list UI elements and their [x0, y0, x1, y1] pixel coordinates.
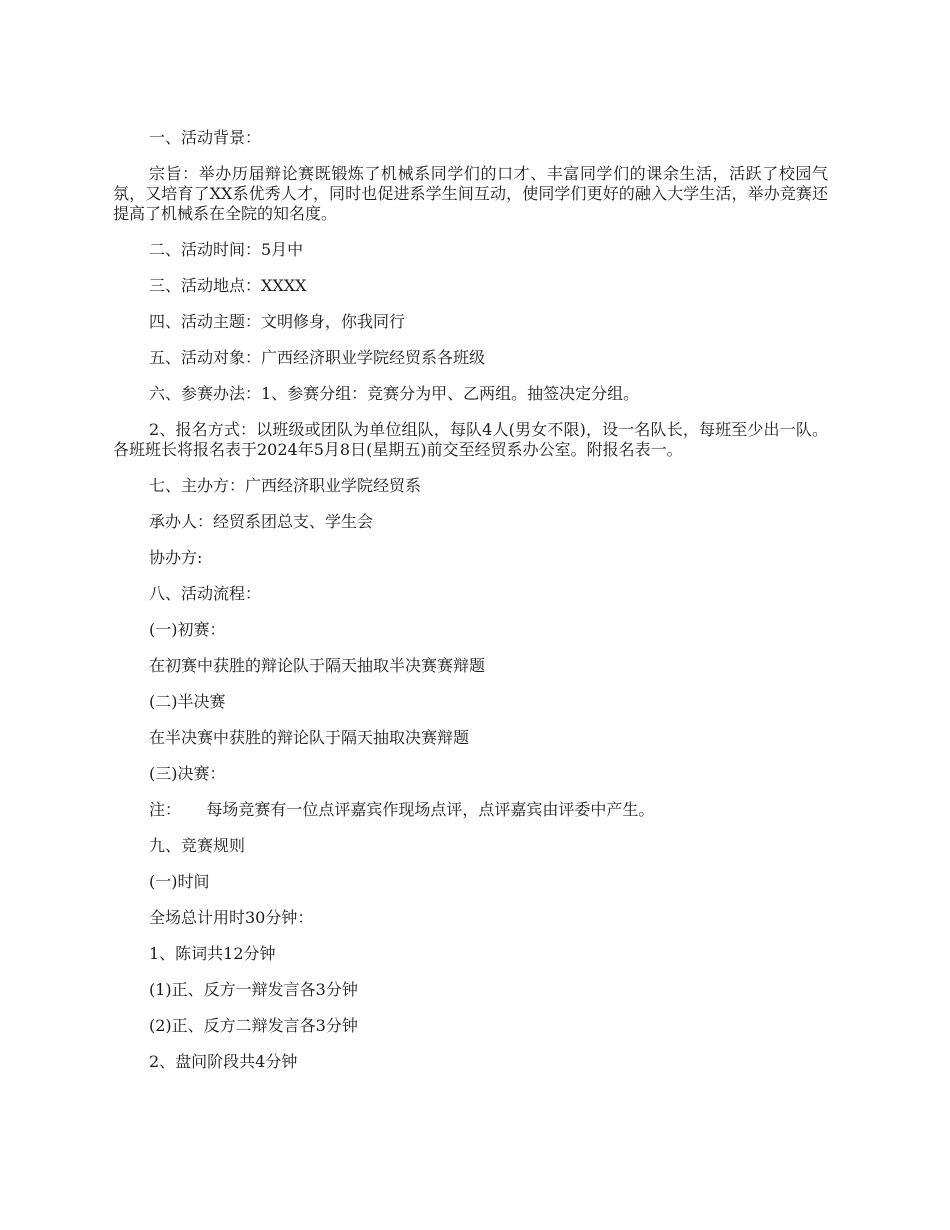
paragraph-note: 注： 每场竞赛有一位点评嘉宾作现场点评，点评嘉宾由评委中产生。	[149, 800, 655, 819]
paragraph-time: 二、活动时间：5月中	[149, 240, 304, 259]
paragraph-total-time: 全场总计用时30分钟：	[149, 908, 314, 927]
paragraph-final: (三)决赛：	[149, 764, 226, 783]
paragraph-theme: 四、活动主题：文明修身，你我同行	[149, 312, 406, 331]
document-page	[113, 128, 828, 1088]
paragraph-location: 三、活动地点：XXXX	[149, 276, 307, 295]
paragraph-host: 七、主办方：广西经济职业学院经贸系	[149, 476, 422, 495]
paragraph-co-organizer: 协办方:	[149, 548, 203, 567]
paragraph-purpose: 宗旨：举办历届辩论赛既锻炼了机械系同学们的口才、丰富同学们的课余生活，活跃了校园气氛，又培育了XX系优秀人才，同时也促进系学生间互动，使同学们更好的融入大学生活，举办竞赛还提高了机械系在全院的知名度。	[113, 164, 828, 223]
paragraph-semifinal-detail: 在半决赛中获胜的辩论队于隔天抽取决赛辩题	[149, 728, 470, 747]
paragraph-organizer: 承办人：经贸系团总支、学生会	[149, 512, 374, 531]
paragraph-audience: 五、活动对象：广西经济职业学院经贸系各班级	[149, 348, 486, 367]
heading-process: 八、活动流程：	[149, 584, 262, 603]
paragraph-preliminary-detail: 在初赛中获胜的辩论队于隔天抽取半决赛赛辩题	[149, 656, 486, 675]
paragraph-preliminary: (一)初赛：	[149, 620, 226, 639]
paragraph-semifinal: (二)半决赛	[149, 692, 226, 711]
paragraph-time-rule: (一)时间	[149, 872, 210, 891]
paragraph-second-speaker: (2)正、反方二辩发言各3分钟	[149, 1016, 358, 1035]
heading-background: 一、活动背景：	[149, 128, 262, 147]
paragraph-statement: 1、陈词共12分钟	[149, 944, 276, 963]
heading-rules: 九、竞赛规则	[149, 836, 246, 855]
paragraph-method: 六、参赛办法：1、参赛分组：竞赛分为甲、乙两组。抽签决定分组。	[149, 384, 640, 403]
paragraph-first-speaker: (1)正、反方一辩发言各3分钟	[149, 980, 358, 999]
paragraph-registration: 2、报名方式：以班级或团队为单位组队，每队4人(男女不限)，设一名队长，每班至少出一队。各班班长将报名表于2024年5月8日(星期五)前交至经贸系办公室。附报名表一。	[113, 420, 828, 459]
paragraph-cross-exam: 2、盘问阶段共4分钟	[149, 1052, 298, 1071]
